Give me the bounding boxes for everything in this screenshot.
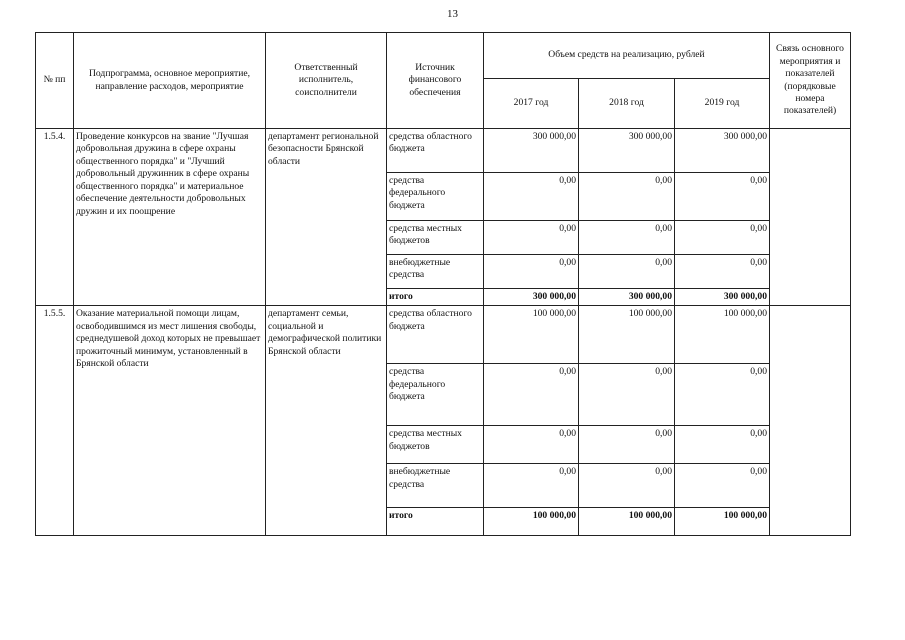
value-cell: 0,00 <box>579 364 675 426</box>
value-cell: 300 000,00 <box>484 129 579 173</box>
source-name: внебюджетные средства <box>387 464 484 508</box>
header-num: № пп <box>36 33 74 129</box>
header-year-2018: 2018 год <box>579 79 675 129</box>
value-cell: 0,00 <box>484 364 579 426</box>
value-cell: 100 000,00 <box>579 306 675 364</box>
value-cell: 0,00 <box>675 364 770 426</box>
value-cell: 0,00 <box>579 426 675 464</box>
table-row <box>36 129 851 173</box>
source-name: средства федерального бюджета <box>387 364 484 426</box>
row-link <box>770 129 851 306</box>
source-name: средства областного бюджета <box>387 306 484 364</box>
value-cell: 0,00 <box>484 221 579 255</box>
value-cell: 0,00 <box>579 255 675 289</box>
header-year-2019: 2019 год <box>675 79 770 129</box>
value-cell: 0,00 <box>579 464 675 508</box>
header-executor: Ответственный исполнитель, соисполнители <box>266 33 387 129</box>
total-cell: 300 000,00 <box>484 289 579 306</box>
value-cell: 0,00 <box>484 464 579 508</box>
value-cell: 300 000,00 <box>579 129 675 173</box>
value-cell: 0,00 <box>675 464 770 508</box>
table-row <box>36 306 851 364</box>
row-num: 1.5.5. <box>36 306 74 536</box>
value-cell: 0,00 <box>675 255 770 289</box>
total-cell: 100 000,00 <box>675 508 770 536</box>
source-name: средства областного бюджета <box>387 129 484 173</box>
budget-table <box>35 32 851 536</box>
header-source: Источник финансового обеспечения <box>387 33 484 129</box>
source-name: средства местных бюджетов <box>387 221 484 255</box>
header-link: Связь основного мероприятия и показателей (порядковые номера показателей) <box>770 33 851 129</box>
row-executor: департамент региональной безопасности Брянской области <box>266 129 387 306</box>
value-cell: 0,00 <box>484 255 579 289</box>
page-number: 13 <box>447 8 458 20</box>
row-num: 1.5.4. <box>36 129 74 306</box>
row-program: Проведение конкурсов на звание "Лучшая добровольная дружина в сфере охраны общественного порядка" и "Лучший добровольный дружинник в сфере охраны общественного порядка" и материальное обеспечение деятельности добровольных дружин и их поощрение <box>74 129 266 306</box>
source-name: средства федерального бюджета <box>387 173 484 221</box>
value-cell: 0,00 <box>579 221 675 255</box>
value-cell: 300 000,00 <box>675 129 770 173</box>
total-cell: 300 000,00 <box>675 289 770 306</box>
value-cell: 0,00 <box>579 173 675 221</box>
total-cell: 100 000,00 <box>579 508 675 536</box>
source-total: итого <box>387 508 484 536</box>
source-total: итого <box>387 289 484 306</box>
row-link <box>770 306 851 536</box>
total-cell: 100 000,00 <box>484 508 579 536</box>
value-cell: 0,00 <box>484 426 579 464</box>
value-cell: 100 000,00 <box>675 306 770 364</box>
value-cell: 0,00 <box>484 173 579 221</box>
header-year-2017: 2017 год <box>484 79 579 129</box>
source-name: внебюджетные средства <box>387 255 484 289</box>
value-cell: 0,00 <box>675 221 770 255</box>
value-cell: 0,00 <box>675 173 770 221</box>
total-cell: 300 000,00 <box>579 289 675 306</box>
row-program: Оказание материальной помощи лицам, освободившимся из мест лишения свободы, среднедушевой доход которых не превышает прожиточный минимум, установленный в Брянской области <box>74 306 266 536</box>
value-cell: 0,00 <box>675 426 770 464</box>
value-cell: 100 000,00 <box>484 306 579 364</box>
header-volume: Объем средств на реализацию, рублей <box>484 33 770 79</box>
row-executor: департамент семьи, социальной и демографической политики Брянской области <box>266 306 387 536</box>
source-name: средства местных бюджетов <box>387 426 484 464</box>
header-program: Подпрограмма, основное мероприятие, направление расходов, мероприятие <box>74 33 266 129</box>
